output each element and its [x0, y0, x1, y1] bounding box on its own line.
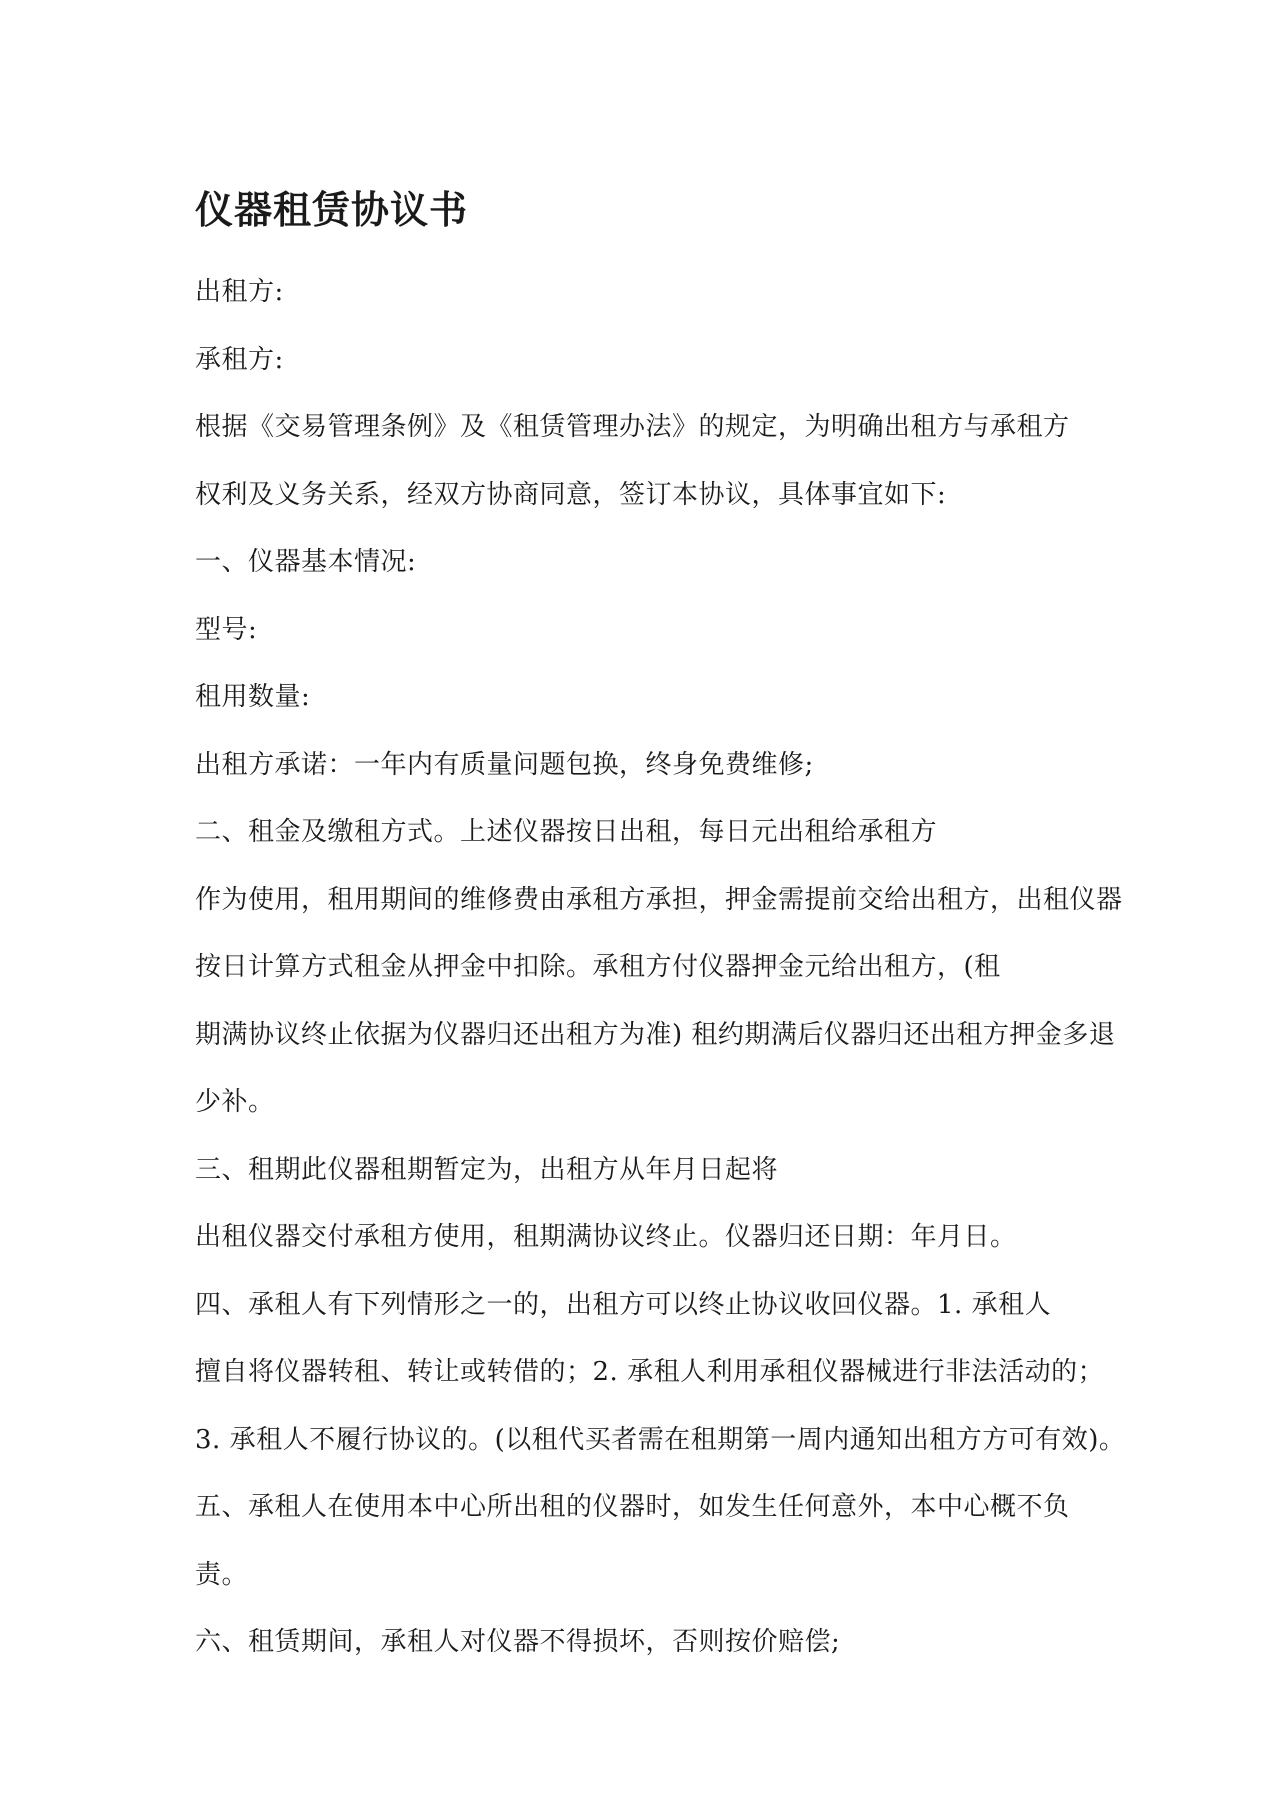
warranty-line: 出租方承诺：一年内有质量问题包换，终身免费维修; — [195, 749, 814, 780]
preamble-line: 根据《交易管理条例》及《租赁管理办法》的规定，为明确出租方与承租方 — [195, 412, 1070, 442]
section-paragraph: 3. 承租人不履行协议的。(以租代买者需在租期第一周内通知出租方方可有效)。 — [195, 1424, 1126, 1455]
model-line: 型号: — [195, 614, 258, 645]
section-paragraph: 作为使用，租用期间的维修费由承租方承担，押金需提前交给出租方，出租仪器 — [195, 884, 1123, 915]
section-paragraph: 三、租期此仪器租期暂定为，出租方从年月日起将 — [195, 1154, 779, 1185]
lessee-line: 承租方: — [195, 344, 284, 375]
document-body — [195, 266, 1126, 1684]
section-paragraph: 按日计算方式租金从押金中扣除。承租方付仪器押金元给出租方，(租 — [195, 952, 1001, 982]
section-paragraph: 二、租金及缴租方式。上述仪器按日出租，每日元出租给承租方 — [195, 817, 938, 847]
lessor-line: 出租方: — [195, 277, 284, 307]
section-paragraph: 六、租赁期间，承租人对仪器不得损坏，否则按价赔偿; — [195, 1627, 841, 1657]
quantity-line: 租用数量: — [195, 682, 311, 712]
section-paragraph: 四、承租人有下列情形之一的，出租方可以终止协议收回仪器。1. 承租人 — [195, 1289, 1052, 1320]
section-paragraph: 责。 — [195, 1559, 249, 1590]
section-paragraph: 期满协议终止依据为仪器归还出租方为准) 租约期满后仪器归还出租方押金多退 — [195, 1019, 1116, 1050]
preamble-line: 权利及义务关系，经双方协商同意，签订本协议，具体事宜如下: — [195, 479, 947, 510]
section-paragraph: 少补。 — [195, 1087, 275, 1117]
document-title: 仪器租赁协议书 — [195, 187, 469, 232]
section-paragraph: 出租仪器交付承租方使用，租期满协议终止。仪器归还日期：年月日。 — [195, 1222, 1017, 1252]
section-heading: 一、仪器基本情况: — [195, 547, 417, 577]
section-paragraph: 五、承租人在使用本中心所出租的仪器时，如发生任何意外，本中心概不负 — [195, 1492, 1070, 1522]
section-paragraph: 擅自将仪器转租、转让或转借的；2. 承租人利用承租仪器械进行非法活动的； — [195, 1357, 1105, 1387]
